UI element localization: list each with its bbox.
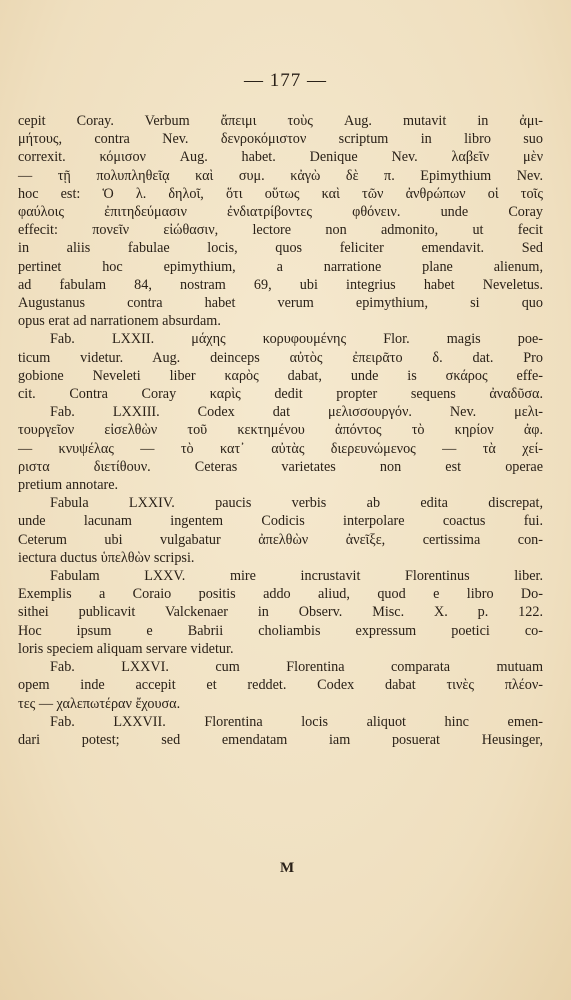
text-line: sithei publicavit Valckenaer in Observ. Misc. X. p. 122. — [18, 604, 543, 621]
text-line: μήτους, contra Nev. δενροκόμιστον scriptum in libro suo — [18, 131, 543, 148]
text-line: Hoc ipsum e Babrii choliambis expressum poetici co- — [18, 622, 543, 639]
text-line: gobione Neveleti liber καρὸς dabat, unde is σκάρος effe- — [18, 367, 543, 384]
text-line: — τῇ πολυπληθεῖᾳ καὶ συμ. κἀγὼ δὲ π. Epimythium Nev. — [18, 167, 543, 184]
text-line: iectura ductus ὑπελθὼν scripsi. — [18, 549, 195, 566]
text-line: cepit Coray. Verbum ἄπειμι τοὺς Aug. mutavit in ἀμι- — [18, 113, 543, 129]
text-line: loris speciem aliquam servare videtur. — [18, 640, 234, 657]
signature-mark: M — [280, 860, 295, 876]
text-line: effecit: πονεῖν εἰώθασιν, lectore non admonito, ut fecit — [18, 222, 543, 239]
text-line: Augustanus contra habet verum epimythium, si quo — [18, 295, 543, 312]
body-text — [18, 112, 543, 749]
text-line: Fab. LXXVI. cum Florentina comparata mutuam — [50, 659, 543, 676]
text-line: Exemplis a Coraio positis addo aliud, quod e libro Do- — [18, 586, 543, 603]
text-line: Fabula LXXIV. paucis verbis ab edita discrepat, — [50, 495, 543, 512]
text-line: Fab. LXXIII. Codex dat μελισσουργόν. Nev. μελι- — [50, 404, 543, 421]
text-line: φαύλοις ἐπιτηδεύμασιν ἐνδιατρίβοντες φθόνειν. unde Coray — [18, 204, 543, 221]
text-line: Fab. LXXII. μάχης κορυφουμένης Flor. magis poe- — [50, 331, 543, 348]
text-line: pertinet hoc epimythium, a narratione plane alienum, — [18, 258, 543, 275]
text-line: ad fabulam 84, nostram 69, ubi integrius habet Neveletus. — [18, 276, 543, 293]
text-line: τουργεῖον εἰσελθὼν τοῦ κεκτημένου ἀπόντος τὸ κηρίον ἀφ. — [18, 422, 543, 439]
page-number: — 177 — — [244, 70, 327, 91]
text-line: unde lacunam ingentem Codicis interpolare coactus fui. — [18, 513, 543, 530]
text-line: opem inde accepit et reddet. Codex dabat τινὲς πλέον- — [18, 677, 543, 694]
text-line: dari potest; sed emendatam iam posuerat Heusinger, — [18, 731, 543, 748]
text-line: τες — χαλεπωτέραν ἔχουσα. — [18, 695, 181, 712]
text-line: — κνυψέλας — τὸ κατ᾽ αὐτὰς διερευνώμενος — τὰ χεί- — [18, 440, 543, 457]
text-line: Fab. LXXVII. Florentina locis aliquot hinc emen- — [50, 713, 543, 730]
text-line: pretium annotare. — [18, 477, 119, 494]
text-line: cit. Contra Coray καρὶς dedit propter sequens ἀναδῦσα. — [18, 386, 543, 403]
text-line: in aliis fabulae locis, quos feliciter emendavit. Sed — [18, 240, 543, 257]
text-line: Ceterum ubi vulgabatur ἀπελθὼν ἀνεῖξε, certissima con- — [18, 531, 543, 548]
text-line: ριστα διετίθουν. Ceteras varietates non est operae — [18, 458, 543, 475]
text-line: hoc est: Ὁ λ. δηλοῖ, ὅτι οὕτως καὶ τῶν ἀνθρώπων οἱ τοῖς — [18, 185, 543, 202]
text-line: ticum videtur. Aug. deinceps αὐτὸς ἐπειρᾶτο δ. dat. Pro — [18, 349, 543, 366]
text-line: correxit. κόμισον Aug. habet. Denique Nev. λαβεῖν μὲν — [18, 149, 543, 166]
text-line: opus erat ad narrationem absurdam. — [18, 313, 221, 330]
text-line: Fabulam LXXV. mire incrustavit Florentinus liber. — [50, 568, 543, 585]
